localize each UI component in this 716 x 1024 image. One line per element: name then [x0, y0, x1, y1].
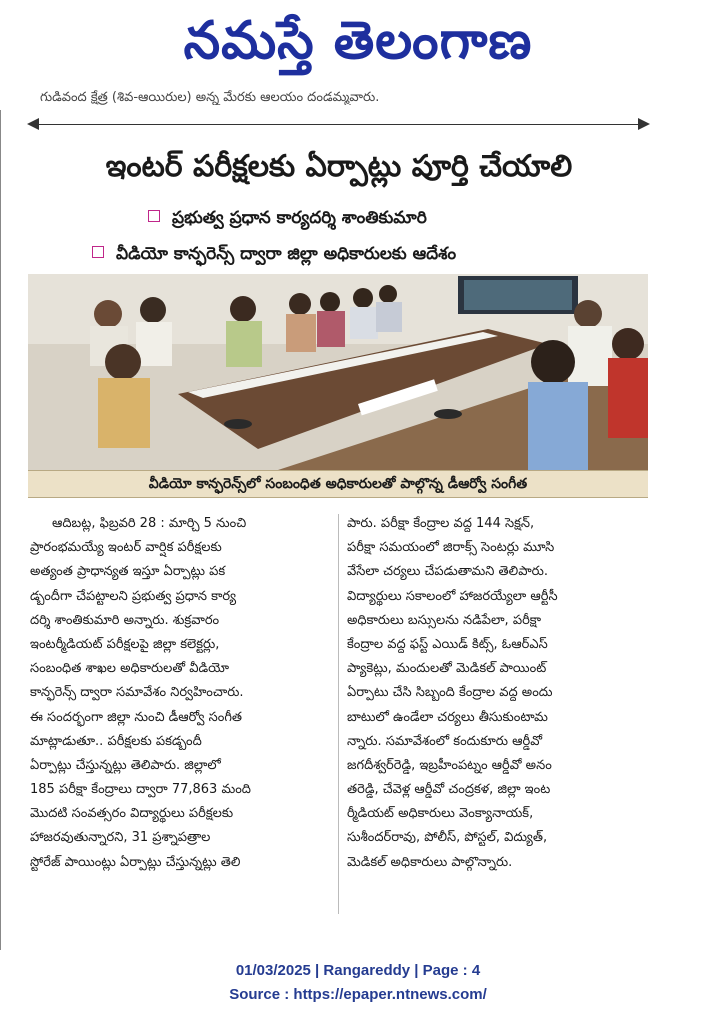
body-text-line: ప్యాకెట్లు, మందులతో మెడికల్ పాయింట్ — [347, 661, 547, 677]
body-text-line: స్టోరేజ్ పాయింట్లు ఏర్పాట్లు చేస్తున్నట్లు తెలి — [30, 854, 241, 870]
body-text-line: కాన్ఫరెన్స్ ద్వారా సమావేశం నిర్వహించారు. — [30, 685, 244, 701]
masthead-title: నమస్తే తెలంగాణ — [183, 11, 533, 71]
page-left-border — [0, 110, 1, 950]
body-text-line: పారు. పరీక్షా కేంద్రాల వద్ద 144 సెక్షన్, — [347, 516, 535, 531]
square-bullet-icon — [148, 210, 160, 222]
meeting-photo-illustration — [28, 274, 648, 470]
body-text-line: మాట్లాడుతూ.. పరీక్షలకు పకడ్బందీ — [30, 733, 202, 749]
column-divider — [338, 514, 339, 914]
body-text-line: తరెడ్డి, చేవెళ్ల ఆర్డీవో చంద్రకళ, జిల్లా ఇంట — [347, 782, 551, 798]
body-text-line: అత్యంత ప్రాధాన్యత ఇస్తూ ఏర్పాట్లు పక — [30, 564, 226, 580]
subhead-2-text: వీడియో కాన్ఫరెన్స్ ద్వారా జిల్లా అధికారులకు ఆదేశం — [116, 244, 457, 264]
subhead-1-text: ప్రభుత్వ ప్రధాన కార్యదర్శి శాంతికుమారి — [172, 208, 427, 228]
body-text-line: ఇంటర్మీడియట్ పరీక్షలపై జిల్లా కలెక్టర్లు, — [30, 636, 220, 652]
divider-arrow-left-icon — [27, 118, 39, 130]
body-text-line: జగదీశ్వర్‌రెడ్డి, ఇబ్రహీంపట్నం ఆర్డీవో అనం — [347, 757, 552, 773]
body-text-line: మొదటి సంవత్సరం విద్యార్థులు పరీక్షలకు — [30, 806, 234, 822]
body-text-line: ఏర్పాటు చేసి సిబ్బంది కేంద్రాల వద్ద అందు — [347, 685, 553, 701]
article-headline: ఇంటర్ పరీక్షలకు ఏర్పాట్లు పూర్తి చేయాలి — [105, 149, 573, 184]
body-text-line: ప్రారంభమయ్యే ఇంటర్ వార్షిక పరీక్షలకు — [30, 540, 222, 556]
article-column-2 — [347, 512, 645, 875]
top-divider — [30, 124, 646, 125]
body-text-line: అధికారులు బస్సులను నడిపేలా, పరీక్షా — [347, 612, 542, 628]
body-text-line: ఆదిబట్ల, ఫిబ్రవరి 28 : మార్చి 5 నుంచి — [52, 516, 247, 531]
body-text-line: మెడికల్ అధికారులు పాల్గొన్నారు. — [347, 854, 513, 870]
body-text-line: సంబంధిత శాఖల అధికారులతో వీడియో — [30, 661, 229, 677]
photo-caption: వీడియో కాన్ఫరెన్స్‌లో సంబంధిత అధికారులతో పాల్గొన్న డీఆర్వో సంగీత — [28, 470, 648, 498]
body-text-line: కేంద్రాల వద్ద ఫస్ట్ ఎయిడ్ కిట్స్, ఓఆర్ఎస్ — [347, 636, 548, 652]
body-text-line: పరీక్షా సమయంలో జిరాక్స్ సెంటర్లు మూసి — [347, 540, 555, 556]
article-column-1 — [30, 512, 330, 875]
body-text-line: సుశీందర్‌రావు, పోలీస్, పోస్టల్, విద్యుత్, — [347, 830, 548, 846]
footer-source: Source : https://epaper.ntnews.com/ — [229, 986, 487, 1003]
body-text-line: వేసేలా చర్యలు చేపడుతామని తెలిపారు. — [347, 564, 548, 580]
body-text-line: న్నారు. సమావేశంలో కందుకూరు ఆర్డీవో — [347, 733, 543, 749]
article-photo — [28, 274, 648, 470]
body-text-line: ఈ సందర్భంగా జిల్లా నుంచి డీఆర్వో సంగీత — [30, 709, 243, 725]
body-text-line: డ్బందీగా చేపట్టాలని ప్రభుత్వ ప్రధాన కార్య — [30, 588, 237, 604]
square-bullet-icon — [92, 246, 104, 258]
footer-date-edition-page: 01/03/2025 | Rangareddy | Page : 4 — [235, 962, 481, 979]
body-text-line: 185 పరీక్షా కేంద్రాలు ద్వారా 77,863 మంది — [30, 782, 251, 798]
divider-arrow-right-icon — [638, 118, 650, 130]
body-text-line: దర్శి శాంతికుమారి అన్నారు. శుక్రవారం — [30, 612, 220, 628]
body-text-line: ర్మీడియట్ అధికారులు వెంక్యానాయక్, — [347, 806, 534, 822]
subhead-1 — [148, 206, 427, 230]
previous-article-cut-line: గుడివంద క్షేత్ర (శివ-ఆయిరుల) అన్న మేరకు ఆలయం దండమ్మవారు. — [40, 90, 380, 105]
body-text-line: బాటులో ఉండేలా చర్యలు తీసుకుంటామ — [347, 709, 548, 725]
body-text-line: హాజరవుతున్నారని, 31 ప్రశ్నాపత్రాల — [30, 830, 211, 846]
body-text-line: విద్యార్థులు సకాలంలో హాజరయ్యేలా ఆర్టీసీ — [347, 588, 558, 604]
subhead-2 — [92, 242, 456, 266]
body-text-line: ఏర్పాట్లు చేస్తున్నట్లు తెలిపారు. జిల్లాలో — [30, 757, 221, 773]
